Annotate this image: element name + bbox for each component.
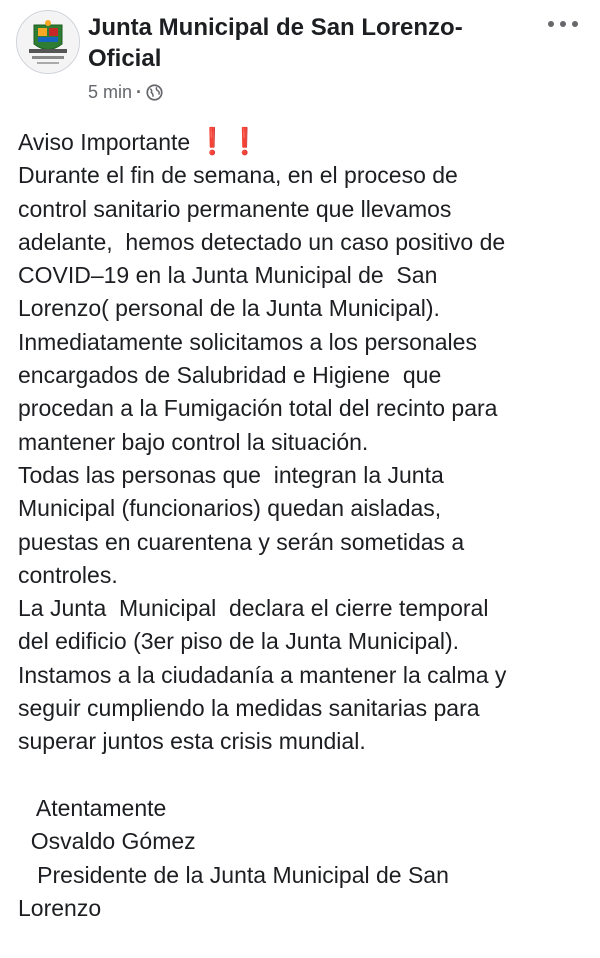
post-text-line: Todas las personas que integran la Junta — [18, 461, 444, 488]
page-name-link[interactable]: Junta Municipal de San Lorenzo-Oficial — [88, 14, 463, 72]
post-text-line: encargados de Salubridad e Higiene que — [18, 362, 442, 389]
page-avatar[interactable] — [16, 10, 80, 74]
post-paragraphs — [18, 159, 588, 925]
post-text-line: Osvaldo Gómez — [18, 828, 196, 855]
post-text-line: adelante, hemos detectado un caso positivo de — [18, 228, 506, 255]
post-text-line: superar juntos esta crisis mundial. — [18, 728, 366, 755]
more-horizontal-icon — [548, 21, 554, 27]
post-text-line: controles. — [18, 561, 118, 588]
post-text-line: procedan a la Fumigación total del recinto para — [18, 395, 498, 422]
post-title: Aviso Importante — [18, 129, 191, 155]
post-text-line: Lorenzo( personal de la Junta Municipal). — [18, 295, 440, 322]
post-text-line — [18, 759, 588, 792]
post-title-line — [18, 125, 588, 159]
post-text-line: Atentamente — [18, 794, 167, 821]
post-text-line: COVID–19 en la Junta Municipal de San — [18, 262, 438, 289]
post-header — [0, 0, 600, 120]
post-text-line: mantener bajo control la situación. — [18, 428, 369, 455]
post-text-line: seguir cumpliendo la medidas sanitarias para — [18, 695, 480, 722]
post-text-line: puestas en cuarentena y serán sometidas a — [18, 528, 465, 555]
post-text-line: Inmediatamente solicitamos a los personales — [18, 328, 477, 355]
post-text-line: Durante el fin de semana, en el proceso de — [18, 162, 458, 189]
post-text-line: del edificio (3er piso de la Junta Municipal). — [18, 628, 460, 655]
post-text-line: La Junta Municipal declara el cierre temporal — [18, 595, 489, 622]
post-text-line: Lorenzo — [18, 894, 102, 921]
post-text-line: Presidente de la Junta Municipal de San — [18, 861, 449, 888]
exclamation-emoji: ❗❗ — [196, 126, 261, 156]
post-text-line: Instamos a la ciudadanía a mantener la calma y — [18, 661, 507, 688]
post-timestamp[interactable]: 5 min — [88, 82, 133, 102]
post-meta — [88, 80, 163, 104]
post-text — [18, 125, 588, 925]
more-options-button[interactable] — [548, 14, 578, 34]
meta-separator: · — [136, 82, 143, 102]
municipal-seal-icon — [17, 11, 79, 73]
globe-icon[interactable] — [146, 84, 163, 101]
post-text-line: control sanitario permanente que llevamos — [18, 195, 452, 222]
post-text-line: Municipal (funcionarios) quedan aisladas, — [18, 495, 442, 522]
